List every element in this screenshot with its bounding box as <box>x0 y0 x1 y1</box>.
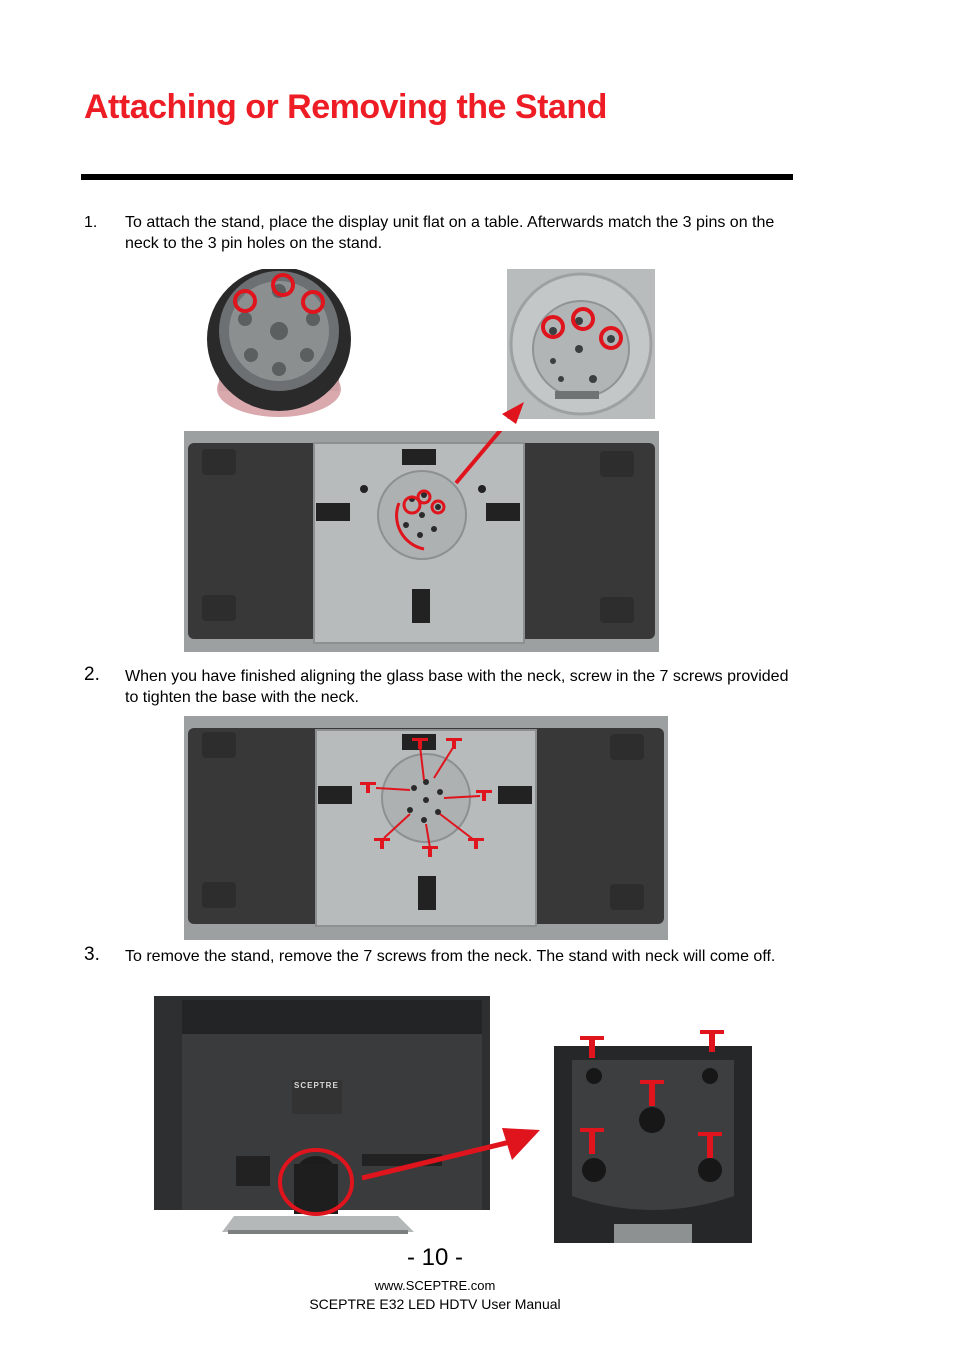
title-divider <box>81 174 793 180</box>
page-number: - 10 - <box>406 1244 463 1271</box>
page-title: Attaching or Removing the Stand <box>84 88 607 126</box>
step-text: To remove the stand, remove the 7 screws from the neck. The stand with neck will come off. <box>125 948 776 965</box>
neck-pins-photo <box>205 269 353 417</box>
footer-manual-title: SCEPTRE E32 LED HDTV User Manual <box>309 1296 561 1312</box>
stand-base-photo <box>184 431 659 652</box>
neck-screws-photo <box>554 1024 752 1243</box>
step-text: To attach the stand, place the display unit flat on a table. Afterwards match the 3 pins on the neck to the 3 pin holes on the stand. <box>125 214 775 252</box>
step-number: 2. <box>84 664 100 685</box>
step-text: When you have finished aligning the glass base with the neck, screw in the 7 screws provided to tighten the base with the neck. <box>125 668 789 706</box>
stand-holes-photo <box>507 269 655 419</box>
step-3 <box>84 946 794 967</box>
arrow-icon <box>450 398 530 498</box>
arrow-icon <box>360 1124 550 1184</box>
step-2 <box>84 666 794 708</box>
tv-rear-photo <box>152 994 491 1240</box>
tv-logo: SCEPTRE <box>294 1081 339 1090</box>
step-number: 3. <box>84 944 100 965</box>
step-1 <box>84 212 794 254</box>
screws-base-photo <box>184 716 668 940</box>
footer-url: www.SCEPTRE.com <box>374 1278 496 1293</box>
step-number: 1. <box>84 214 98 231</box>
